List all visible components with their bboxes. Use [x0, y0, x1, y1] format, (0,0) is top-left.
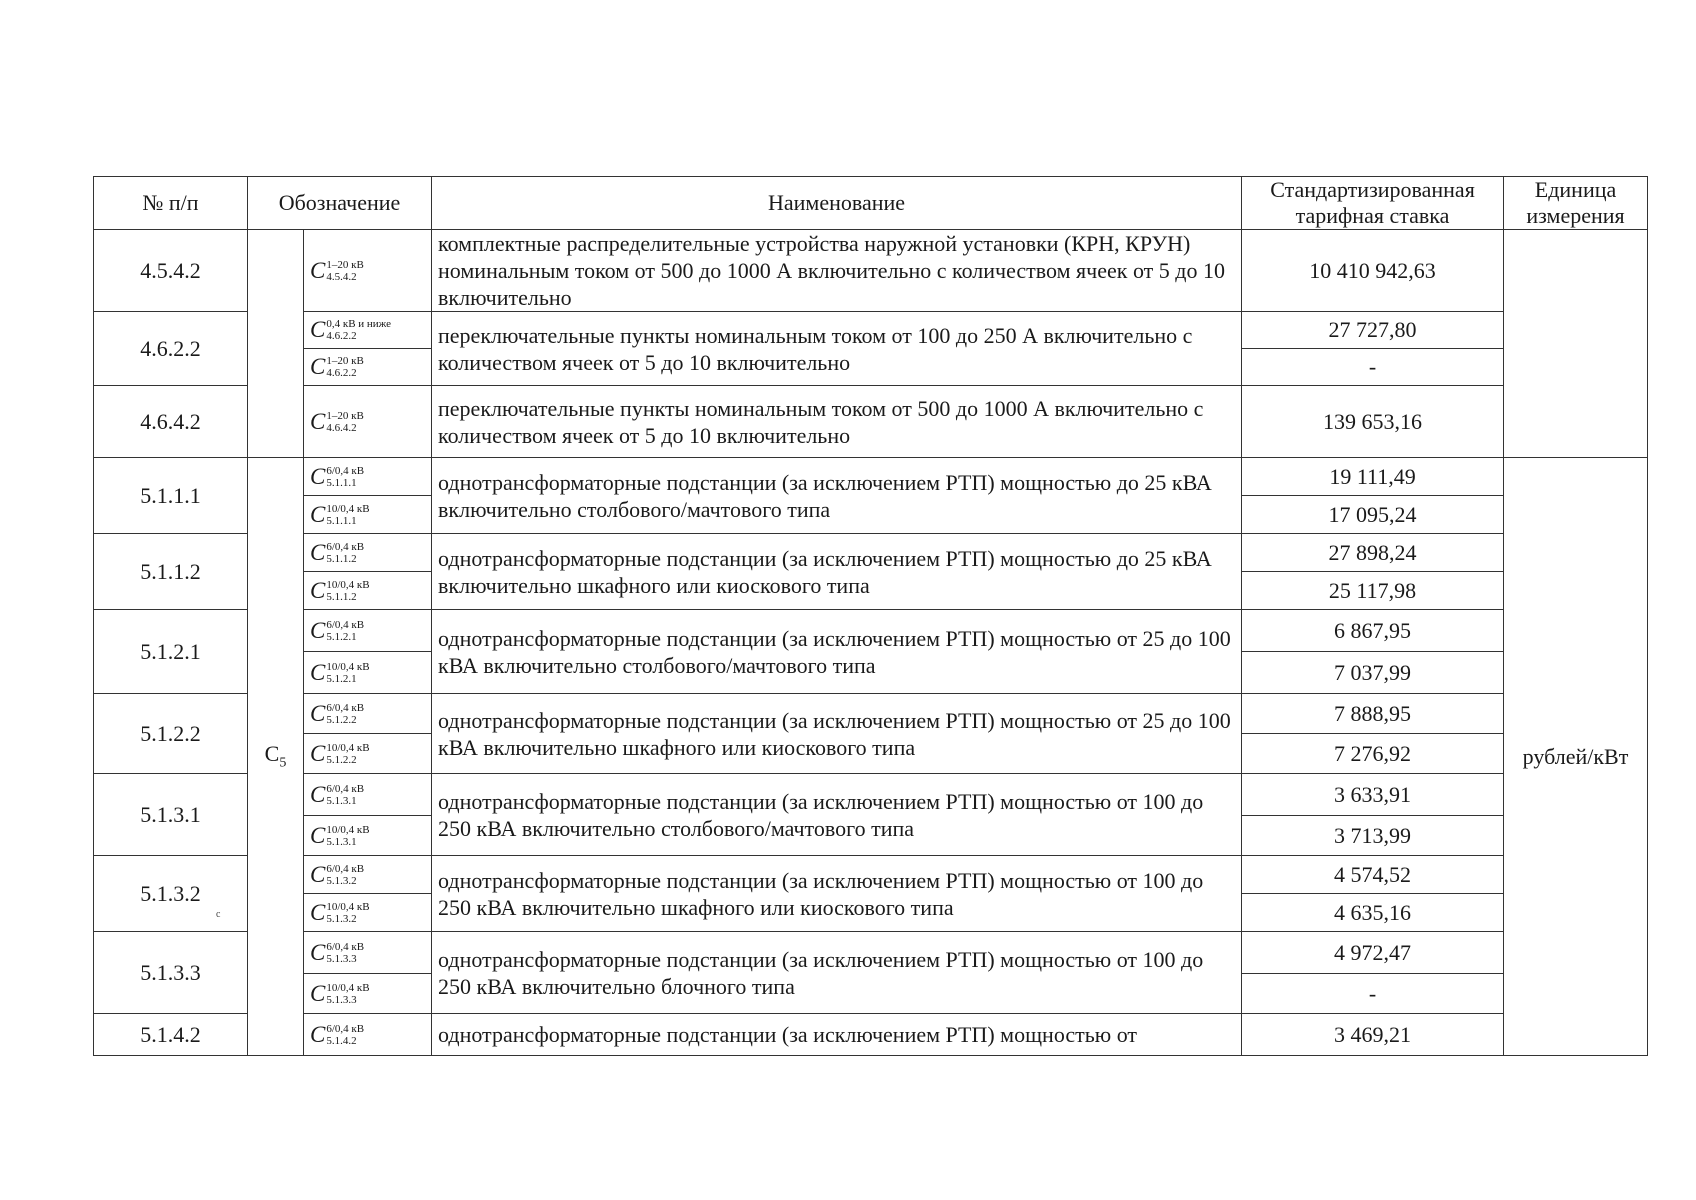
- designation-symbol: C 10/0,4 кВ 5.1.3.1: [310, 822, 370, 848]
- symbol-cell: [304, 458, 432, 496]
- designation-symbol: C 6/0,4 кВ 5.1.1.2: [310, 539, 365, 565]
- designation-symbol: C 10/0,4 кВ 5.1.2.2: [310, 740, 370, 766]
- table-row: [94, 856, 1648, 894]
- header-designation: Обозначение: [248, 177, 432, 230]
- row-number: 5.1.2.1: [94, 610, 248, 694]
- table-row: [94, 230, 1648, 312]
- row-number: 5.1.3.1: [94, 774, 248, 856]
- rate-value: 3 633,91: [1242, 774, 1504, 816]
- symbol-cell: [304, 694, 432, 734]
- item-name: переключательные пункты номинальным током от 100 до 250 А включительно с количеством ячеек от 5 до 10 включительно: [432, 312, 1242, 386]
- table-row: [94, 694, 1648, 734]
- rate-value: 7 888,95: [1242, 694, 1504, 734]
- item-name: однотрансформаторные подстанции (за исключением РТП) мощностью от 100 до 250 кВА включительно шкафного или киоскового типа: [432, 856, 1242, 932]
- rate-value: 25 117,98: [1242, 572, 1504, 610]
- table-row: [94, 458, 1648, 496]
- item-name: однотрансформаторные подстанции (за исключением РТП) мощностью от 25 до 100 кВА включительно шкафного или киоскового типа: [432, 694, 1242, 774]
- table-row: [94, 386, 1648, 458]
- item-name: однотрансформаторные подстанции (за исключением РТП) мощностью от 100 до 250 кВА включительно блочного типа: [432, 932, 1242, 1014]
- symbol-cell: [304, 230, 432, 312]
- header-row: [94, 177, 1648, 230]
- symbol-cell: [304, 610, 432, 652]
- stray-mark: c: [216, 909, 221, 920]
- designation-symbol: C 10/0,4 кВ 5.1.2.1: [310, 659, 370, 685]
- designation-symbol: C 0,4 кВ и ниже 4.6.2.2: [310, 317, 392, 342]
- designation-symbol: C 10/0,4 кВ 5.1.1.1: [310, 501, 370, 527]
- item-name: однотрансформаторные подстанции (за исключением РТП) мощностью от 100 до 250 кВА включительно столбового/мачтового типа: [432, 774, 1242, 856]
- item-name: однотрансформаторные подстанции (за исключением РТП) мощностью от 25 до 100 кВА включительно столбового/мачтового типа: [432, 610, 1242, 694]
- item-name: однотрансформаторные подстанции (за исключением РТП) мощностью от: [432, 1014, 1242, 1056]
- rate-value: 10 410 942,63: [1242, 230, 1504, 312]
- symbol-cell: [304, 856, 432, 894]
- rate-value: 7 276,92: [1242, 734, 1504, 774]
- rate-value: 4 635,16: [1242, 894, 1504, 932]
- row-number: 5.1.4.2: [94, 1014, 248, 1056]
- item-name: однотрансформаторные подстанции (за исключением РТП) мощностью до 25 кВА включительно столбового/мачтового типа: [432, 458, 1242, 534]
- table-row: [94, 932, 1648, 974]
- symbol-cell: [304, 894, 432, 932]
- rate-value: 3 713,99: [1242, 816, 1504, 856]
- table-row: [94, 610, 1648, 652]
- designation-symbol: C 10/0,4 кВ 5.1.3.3: [310, 980, 370, 1006]
- table-row: [94, 534, 1648, 572]
- designation-symbol: C 6/0,4 кВ 5.1.1.1: [310, 463, 365, 489]
- group-cell-empty: [248, 230, 304, 458]
- unit-value: рублей/кВт: [1504, 458, 1648, 1056]
- row-number: 4.6.4.2: [94, 386, 248, 458]
- rate-value: 19 111,49: [1242, 458, 1504, 496]
- row-number: 4.5.4.2: [94, 230, 248, 312]
- row-number: 5.1.3.2: [94, 856, 248, 932]
- symbol-cell: [304, 932, 432, 974]
- symbol-cell: [304, 312, 432, 349]
- symbol-cell: [304, 734, 432, 774]
- rate-value: 6 867,95: [1242, 610, 1504, 652]
- rate-value: 17 095,24: [1242, 496, 1504, 534]
- designation-symbol: C 1–20 кВ 4.6.4.2: [310, 408, 364, 434]
- designation-symbol: C 6/0,4 кВ 5.1.3.1: [310, 781, 365, 807]
- symbol-cell: [304, 534, 432, 572]
- symbol-cell: [304, 974, 432, 1014]
- rate-value: 4 574,52: [1242, 856, 1504, 894]
- rate-value: 27 898,24: [1242, 534, 1504, 572]
- item-name: однотрансформаторные подстанции (за исключением РТП) мощностью до 25 кВА включительно шкафного или киоскового типа: [432, 534, 1242, 610]
- symbol-cell: [304, 386, 432, 458]
- designation-symbol: C 6/0,4 кВ 5.1.3.3: [310, 939, 365, 965]
- row-number: 5.1.1.1: [94, 458, 248, 534]
- rate-value: 4 972,47: [1242, 932, 1504, 974]
- row-number: 5.1.2.2: [94, 694, 248, 774]
- symbol-cell: [304, 816, 432, 856]
- designation-symbol: C 10/0,4 кВ 5.1.3.2: [310, 899, 370, 925]
- table-row: [94, 1014, 1648, 1056]
- row-number: 4.6.2.2: [94, 312, 248, 386]
- symbol-cell: [304, 774, 432, 816]
- designation-symbol: C 6/0,4 кВ 5.1.4.2: [310, 1021, 365, 1047]
- symbol-cell: [304, 496, 432, 534]
- item-name: переключательные пункты номинальным током от 500 до 1000 А включительно с количеством ячеек от 5 до 10 включительно: [432, 386, 1242, 458]
- tariff-table-container: [93, 176, 1647, 1056]
- rate-value: -: [1242, 974, 1504, 1014]
- designation-symbol: C 1–20 кВ 4.6.2.2: [310, 354, 364, 379]
- symbol-cell: [304, 572, 432, 610]
- designation-symbol: C 1–20 кВ 4.5.4.2: [310, 257, 364, 283]
- symbol-cell: [304, 349, 432, 386]
- rate-value: 3 469,21: [1242, 1014, 1504, 1056]
- rate-value: -: [1242, 349, 1504, 386]
- header-name: Наименование: [432, 177, 1242, 230]
- designation-symbol: C 6/0,4 кВ 5.1.2.1: [310, 617, 365, 643]
- item-name: комплектные распределительные устройства наружной установки (КРН, КРУН) номинальным током от 500 до 1000 А включительно с количеством ячеек от 5 до 10 включительно: [432, 230, 1242, 312]
- designation-symbol: C 6/0,4 кВ 5.1.3.2: [310, 861, 365, 887]
- tariff-table: [93, 176, 1648, 1056]
- designation-symbol: C 6/0,4 кВ 5.1.2.2: [310, 700, 365, 726]
- header-unit: Единица измерения: [1504, 177, 1648, 230]
- rate-value: 139 653,16: [1242, 386, 1504, 458]
- rate-value: 27 727,80: [1242, 312, 1504, 349]
- row-number: 5.1.3.3: [94, 932, 248, 1014]
- rate-value: 7 037,99: [1242, 652, 1504, 694]
- group-designation-c5: $C_5$: [248, 458, 304, 1056]
- row-number: 5.1.1.2: [94, 534, 248, 610]
- header-rate: Стандартизированная тарифная ставка: [1242, 177, 1504, 230]
- symbol-cell: [304, 652, 432, 694]
- unit-cell-empty: [1504, 230, 1648, 458]
- designation-symbol: C 10/0,4 кВ 5.1.1.2: [310, 577, 370, 603]
- table-row: [94, 774, 1648, 816]
- table-row: [94, 312, 1648, 349]
- symbol-cell: [304, 1014, 432, 1056]
- header-no: № п/п: [94, 177, 248, 230]
